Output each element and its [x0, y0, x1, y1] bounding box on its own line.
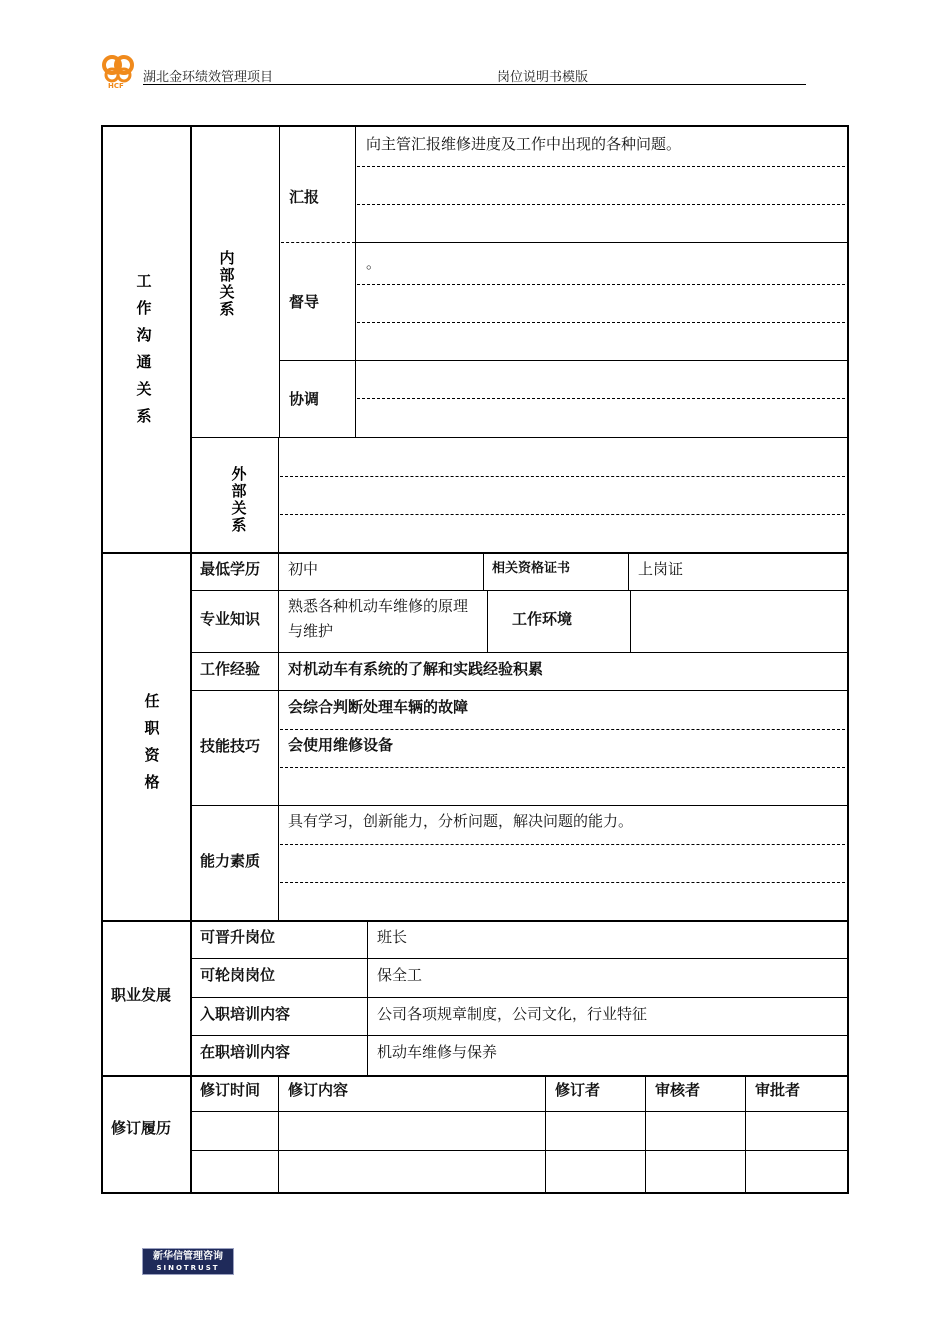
row-divider: [190, 690, 847, 691]
career-row-value: 公司各项规章制度，公司文化，行业特征: [377, 1005, 648, 1023]
revision-section-label: 修订履历: [111, 1119, 172, 1137]
row-divider: [190, 958, 847, 959]
column-divider: [279, 127, 280, 437]
project-title: 湖北金环绩效管理项目: [143, 70, 274, 85]
dashed-line: [280, 514, 845, 515]
supervise-label: 督导: [289, 293, 320, 311]
environment-label: 工作环境: [512, 610, 573, 628]
report-text: 向主管汇报维修进度及工作中出现的各种问题。: [366, 135, 682, 153]
dashed-line: [281, 242, 355, 243]
supervise-text: 。: [366, 254, 382, 272]
row-divider: [190, 652, 847, 653]
row-divider: [190, 1111, 847, 1112]
career-section-label: 职业发展: [111, 986, 172, 1004]
dashed-line: [357, 284, 845, 285]
coordinate-label: 协调: [289, 390, 320, 408]
column-divider: [278, 437, 279, 552]
row-divider: [190, 997, 847, 998]
revision-header: 修订时间: [200, 1081, 261, 1099]
certificate-value: 上岗证: [638, 560, 684, 578]
career-row-label: 可轮岗岗位: [200, 966, 276, 984]
footer-brand-en: SINOTRUST: [156, 1264, 220, 1272]
column-divider: [487, 590, 488, 652]
qualifications-section-label: 任 职 资 格: [144, 692, 160, 791]
row-divider: [190, 590, 847, 591]
column-divider: [355, 127, 356, 437]
column-divider: [645, 1075, 646, 1194]
career-row-value: 保全工: [377, 966, 423, 984]
column-divider: [190, 127, 192, 1192]
revision-header: 审批者: [755, 1081, 801, 1099]
header-rule: [143, 84, 806, 85]
career-row-label: 入职培训内容: [200, 1005, 291, 1023]
column-divider: [278, 1075, 279, 1194]
ability-value: 具有学习，创新能力，分析问题，解决问题的能力。: [288, 812, 634, 830]
row-divider: [190, 1150, 847, 1151]
column-divider: [745, 1075, 746, 1194]
row-divider: [190, 437, 847, 438]
dashed-line: [280, 729, 845, 730]
footer-brand-cn: 新华信管理咨询: [153, 1251, 223, 1262]
row-divider: [190, 1035, 847, 1036]
dashed-line: [280, 476, 845, 477]
skill-item: 会综合判断处理车辆的故障: [288, 698, 469, 716]
career-row-value: 班长: [377, 928, 408, 946]
row-divider: [279, 360, 847, 361]
row-divider: [355, 242, 847, 243]
communication-section-label: 工 作 沟 通 关 系: [136, 272, 152, 425]
dashed-line: [357, 166, 845, 167]
skill-item: 会使用维修设备: [288, 736, 394, 754]
external-relations-label: 外 部 关 系: [231, 465, 247, 534]
row-divider: [190, 805, 847, 806]
knowledge-label: 专业知识: [200, 610, 261, 628]
experience-label: 工作经验: [200, 660, 261, 678]
column-divider: [278, 552, 279, 920]
dashed-line: [280, 767, 845, 768]
document-type: 岗位说明书模版: [497, 70, 589, 85]
column-divider: [483, 552, 484, 590]
education-value: 初中: [288, 560, 319, 578]
dashed-line: [357, 204, 845, 205]
column-divider: [545, 1075, 546, 1194]
section-divider: [101, 920, 847, 922]
section-divider: [101, 1075, 847, 1077]
section-divider: [101, 552, 847, 554]
career-row-label: 可晋升岗位: [200, 928, 276, 946]
revision-header: 修订者: [555, 1081, 601, 1099]
experience-value: 对机动车有系统的了解和实践经验积累: [288, 660, 544, 678]
footer-logo: [142, 1248, 234, 1275]
column-divider: [630, 590, 631, 652]
logo-text: HCF: [108, 82, 124, 90]
skills-label: 技能技巧: [200, 737, 261, 755]
dashed-line: [357, 398, 845, 399]
revision-header: 修订内容: [288, 1081, 349, 1099]
revision-header: 审核者: [655, 1081, 701, 1099]
dashed-line: [357, 322, 845, 323]
column-divider: [628, 552, 629, 590]
report-label: 汇报: [289, 188, 320, 206]
ability-label: 能力素质: [200, 852, 261, 870]
certificate-label: 相关资格证书: [492, 561, 571, 576]
dashed-line: [280, 882, 845, 883]
career-row-label: 在职培训内容: [200, 1043, 291, 1061]
internal-relations-label: 内 部 关 系: [219, 249, 235, 318]
dashed-line: [280, 844, 845, 845]
knowledge-value: 熟悉各种机动车维修的原理与维护: [288, 597, 469, 640]
career-row-value: 机动车维修与保养: [377, 1043, 498, 1061]
education-label: 最低学历: [200, 560, 261, 578]
